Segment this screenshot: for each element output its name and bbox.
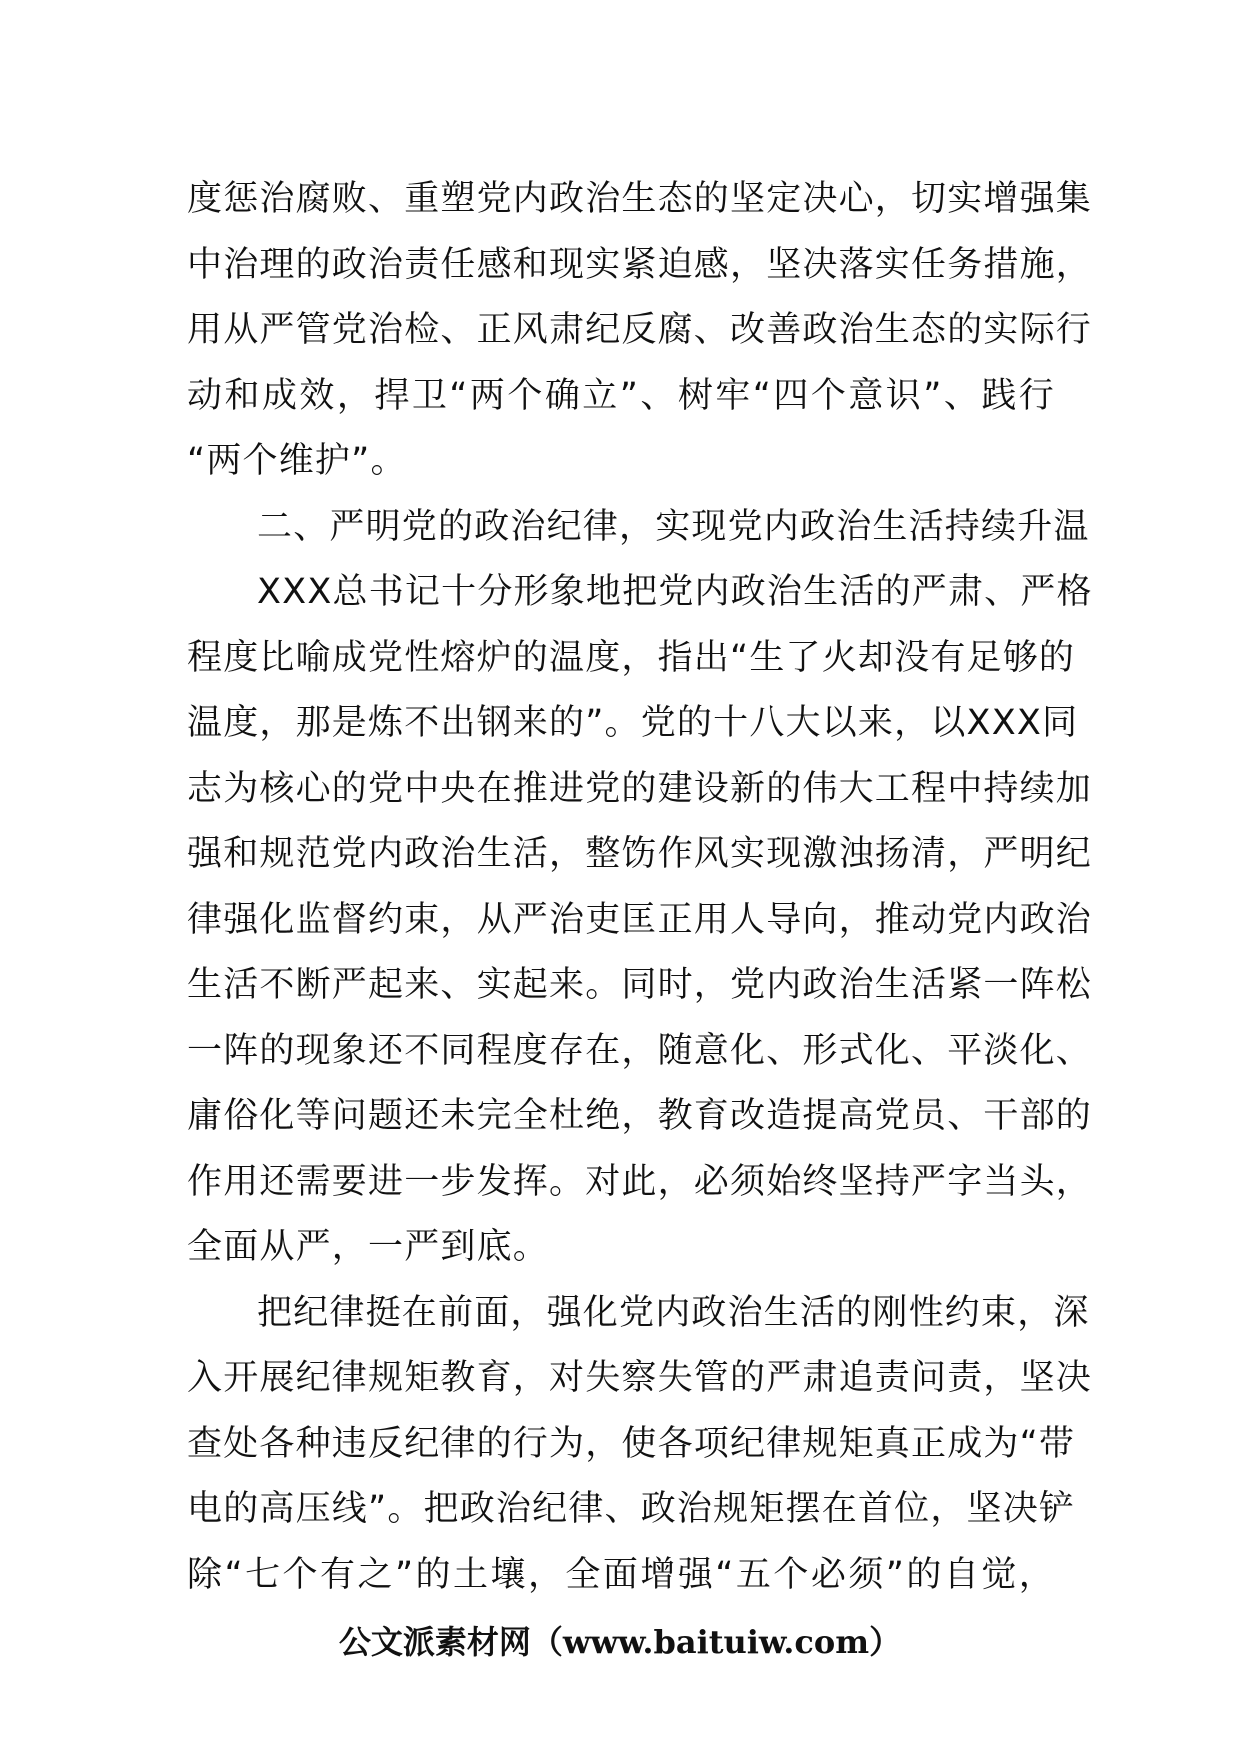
text-line: 二、严明党的政治纪律，实现党内政治生活持续升温 [257,506,1090,547]
text-line: 律强化监督约束，从严治吏匡正用人导向，推动党内政治 [187,899,1093,940]
footer-watermark: 公文派素材网（www.baituiw.com） [338,1623,902,1661]
text-line: “两个维护”。 [187,441,407,481]
text-line: 把纪律挺在前面，强化党内政治生活的刚性约束，深 [257,1292,1090,1333]
text-line: 温度，那是炼不出钢来的”。党的十八大以来，以XXX同 [187,703,1079,743]
text-line: 志为核心的党中央在推进党的建设新的伟大工程中持续加 [187,768,1093,809]
text-line: 查处各种违反纪律的行为，使各项纪律规矩真正成为“带 [187,1423,1076,1464]
text-line: 生活不断严起来、实起来。同时，党内政治生活紧一阵松 [187,965,1093,1005]
text-line: 程度比喻成党性熔炉的温度，指出“生了火却没有足够的 [187,637,1076,678]
body-text [187,167,1093,1608]
text-line: 中治理的政治责任感和现实紧迫感，坚决落实任务措施， [187,244,1093,285]
text-line: 电的高压线”。把政治纪律、政治规矩摆在首位，坚决铲 [187,1489,1076,1529]
text-line: 除“七个有之”的土壤，全面增强“五个必须”的自觉， [187,1554,1055,1595]
text-line: 入开展纪律规矩教育，对失察失管的严肃追责问责，坚决 [187,1358,1093,1398]
text-line: 庸俗化等问题还未完全杜绝，教育改造提高党员、干部的 [187,1096,1093,1136]
text-line: 作用还需要进一步发挥。对此，必须始终坚持严字当头， [187,1161,1093,1202]
text-line: 强和规范党内政治生活，整饬作风实现激浊扬清，严明纪 [187,834,1093,874]
text-line: 动和成效，捍卫“两个确立”、树牢“四个意识”、践行 [187,375,1055,416]
text-line: 全面从严，一严到底。 [187,1227,550,1267]
text-line: 一阵的现象还不同程度存在，随意化、形式化、平淡化、 [187,1030,1093,1071]
text-line: XXX总书记十分形象地把党内政治生活的严肃、严格 [257,572,1093,612]
text-line: 度惩治腐败、重塑党内政治生态的坚定决心，切实增强集 [187,179,1093,219]
text-line: 用从严管党治检、正风肃纪反腐、改善政治生态的实际行 [187,310,1093,350]
